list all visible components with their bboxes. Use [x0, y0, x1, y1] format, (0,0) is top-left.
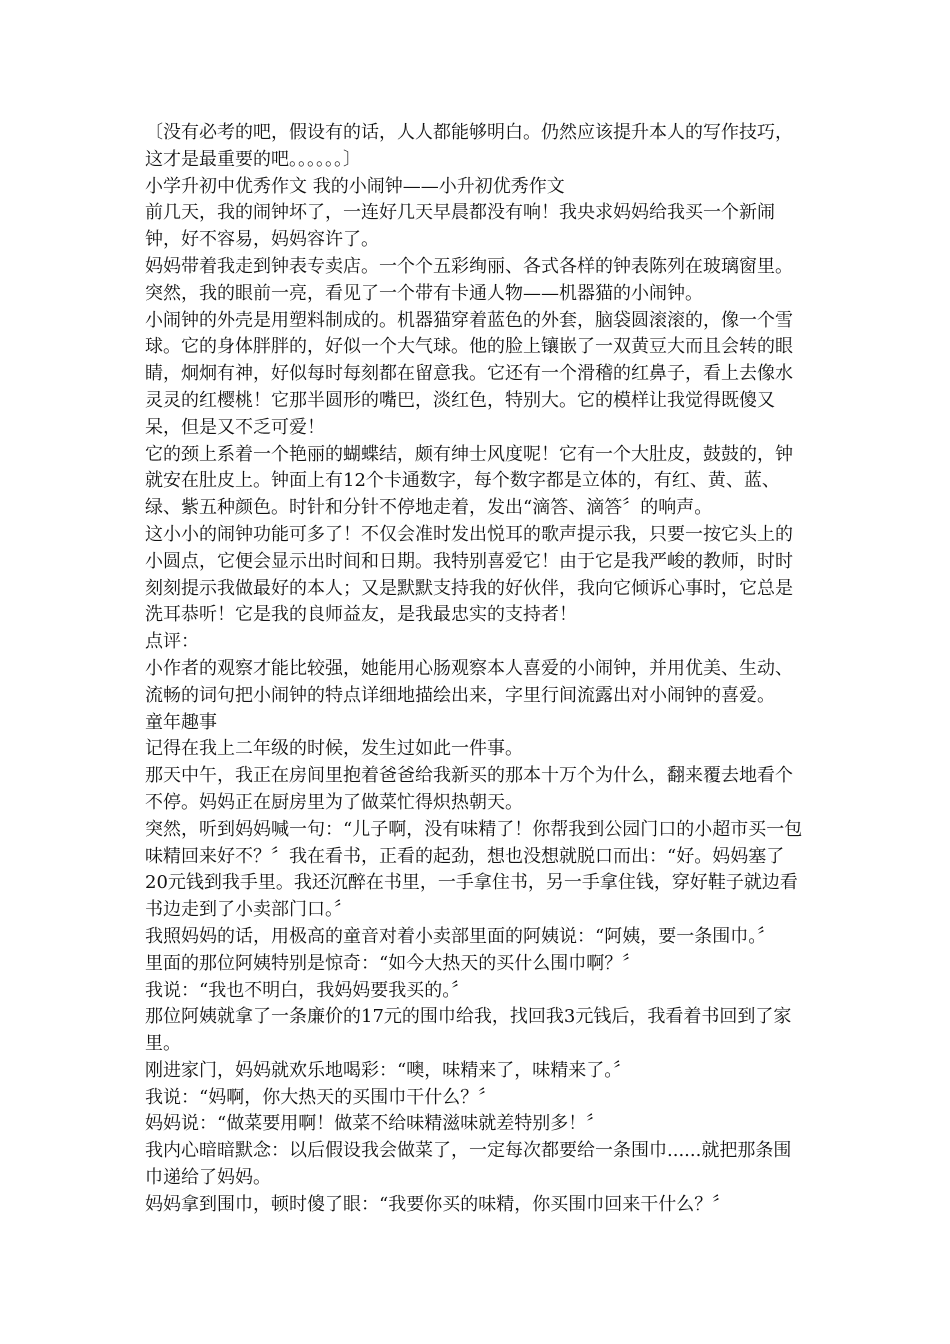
- paragraph: 妈妈说：“做菜要用啊！做菜不给味精滋味就差特别多！〞: [145, 1113, 605, 1135]
- paragraph: 那天中午，我正在房间里抱着爸爸给我新买的那本十万个为什么，翻来覆去地看个不停。妈妈正在厨房里为了做菜忙得炽热朝天。: [145, 765, 793, 813]
- paragraph: 记得在我上二年级的时候，发生过如此一件事。: [145, 738, 523, 760]
- paragraph: 我照妈妈的话，用极高的童音对着小卖部里面的阿姨说：“阿姨，要一条围巾。〞: [145, 925, 776, 947]
- essay-title: 小学升初中优秀作文 我的小闹钟——小升初优秀作文: [145, 175, 565, 197]
- paragraph: 小闹钟的外壳是用塑料制成的。机器猫穿着蓝色的外套，脑袋圆滚滚的，像一个雪球。它的身体胖胖的，好似一个大气球。他的脸上镶嵌了一双黄豆大而且会转的眼睛，炯炯有神，好似每时每刻都在留意我。它还有一个滑稽的红鼻子，看上去像水灵灵的红樱桃！它那半圆形的嘴巴，淡红色，特别大。它的模样让我觉得既傻又呆，但是又不乏可爱！: [145, 309, 793, 438]
- paragraph: 我说：“妈啊，你大热天的买围巾干什么？〞: [145, 1086, 497, 1108]
- paragraph: 里面的那位阿姨特别是惊奇：“如今大热天的买什么围巾啊？〞: [145, 952, 641, 974]
- paragraph: 突然，听到妈妈喊一句：“儿子啊，没有味精了！你帮我到公园门口的小超市买一包味精回来好不？〞我在看书，正看的起劲，想也没想就脱口而出：“好。妈妈塞了20元钱到我手里。我还沉醉在书里，一手拿住书，另一手拿住钱，穿好鞋子就边看书边走到了小卖部门口。〞: [145, 818, 803, 921]
- document-body: [145, 120, 805, 1219]
- paragraph: 我说：“我也不明白，我妈妈要我买的。〞: [145, 979, 470, 1001]
- paragraph: 我内心暗暗默念：以后假设我会做菜了，一定每次都要给一条围巾......就把那条围巾递给了妈妈。: [145, 1140, 792, 1189]
- paragraph: 前几天，我的闹钟坏了，一连好几天早晨都没有响！我央求妈妈给我买一个新闹钟，好不容易，妈妈容许了。: [145, 202, 775, 251]
- paragraph: 刚进家门，妈妈就欢乐地喝彩：“噢，味精来了，味精来了。〞: [145, 1059, 632, 1081]
- paragraph: 它的颈上系着一个艳丽的蝴蝶结，颇有绅士风度呢！它有一个大肚皮，鼓鼓的，钟就安在肚皮上。钟面上有12个卡通数字，每个数字都是立体的，有红、黄、蓝、绿、紫五种颜色。时针和分针不停地走着，发出“滴答、滴答〞的响声。: [145, 443, 793, 519]
- intro-note: 〔没有必考的吧，假设有的话，人人都能够明白。仍然应该提升本人的写作技巧，这才是最重要的吧。。。。。。〕: [145, 122, 793, 170]
- paragraph: 这小小的闹钟功能可多了！不仅会准时发出悦耳的歌声提示我，只要一按它头上的小圆点，它便会显示出时间和日期。我特别喜爱它！由于它是我严峻的教师，时时刻刻提示我做最好的本人；又是默默支持我的好伙伴，我向它倾诉心事时，它总是洗耳恭听！它是我的良师益友，是我最忠实的支持者！: [145, 523, 793, 626]
- paragraph: 妈妈带着我走到钟表专卖店。一个个五彩绚丽、各式各样的钟表陈列在玻璃窗里。突然，我的眼前一亮，看见了一个带有卡通人物——机器猫的小闹钟。: [145, 255, 793, 304]
- paragraph: 那位阿姨就拿了一条廉价的17元的围巾给我，找回我3元钱后，我看着书回到了家里。: [145, 1006, 792, 1055]
- comment-text: 小作者的观察才能比较强，她能用心肠观察本人喜爱的小闹钟，并用优美、生动、流畅的词句把小闹钟的特点详细地描绘出来，字里行间流露出对小闹钟的喜爱。: [145, 657, 793, 706]
- essay-title: 童年趣事: [145, 711, 217, 733]
- paragraph: 妈妈拿到围巾，顿时傻了眼：“我要你买的味精，你买围巾回来干什么？〞: [145, 1193, 731, 1215]
- comment-heading: 点评：: [145, 631, 199, 653]
